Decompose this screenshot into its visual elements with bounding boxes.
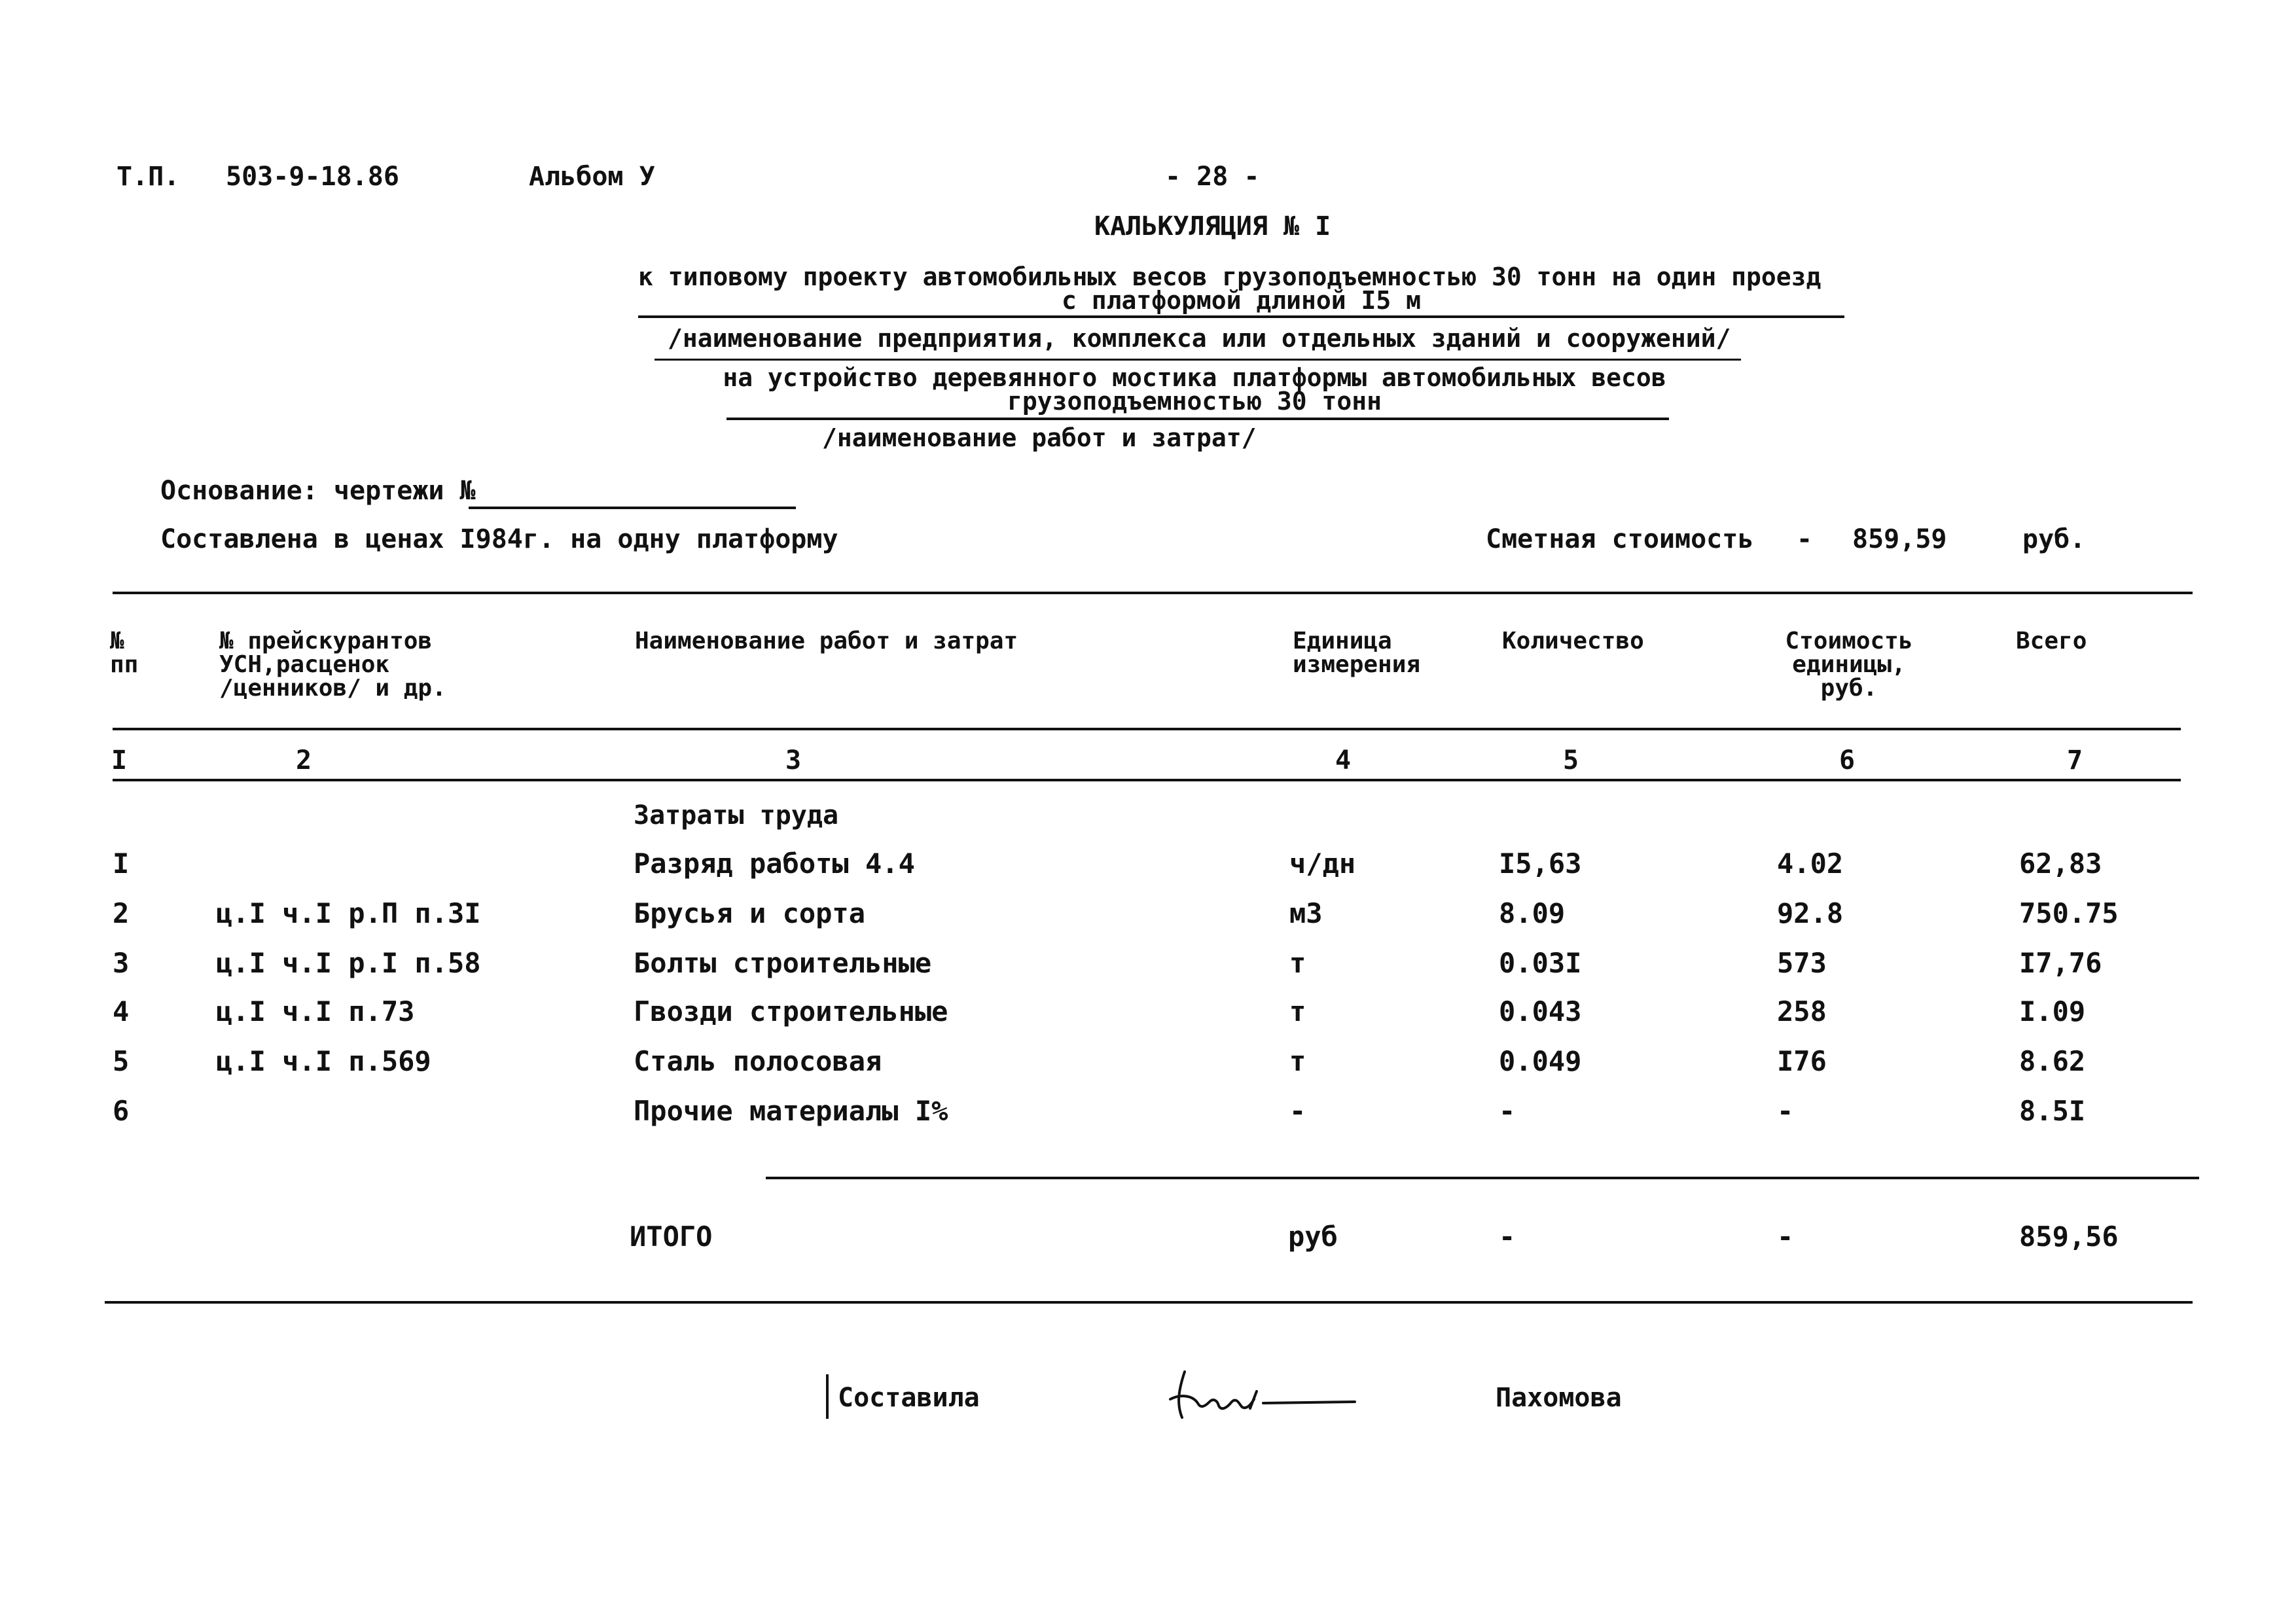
col-header-7: Всего (2016, 628, 2087, 654)
row-unit: ч/дн (1289, 847, 1356, 880)
col-number-3: 3 (785, 745, 802, 776)
col-header-6: Стоимость единицы, руб. (1785, 628, 1913, 702)
col-number-5: 5 (1563, 745, 1579, 776)
row-price: I76 (1777, 1045, 1827, 1077)
project-line-2: с платформой длиной I5 м (1061, 286, 1422, 315)
signature-name: Пахомова (1496, 1383, 1622, 1413)
row-total: 750.75 (2019, 897, 2119, 929)
row-name: Брусья и сорта (634, 897, 866, 929)
table-top-rule (113, 592, 2193, 594)
subtotal-rule (766, 1177, 2199, 1179)
row-index: 6 (113, 1095, 130, 1127)
row-index: 3 (113, 947, 130, 979)
row-name: Прочие материалы I% (634, 1095, 948, 1127)
row-price: 92.8 (1777, 897, 1844, 929)
row-qty: - (1499, 1095, 1516, 1127)
work-line-2: грузоподъемностью 30 тонн (1007, 387, 1382, 416)
work-line-1: на устройство деревянного мостика платформы автомобильных весов (723, 363, 1666, 392)
prices-note: Составлена в ценах I984г. на одну платформу (160, 524, 838, 554)
row-price: 258 (1777, 995, 1827, 1027)
estimate-dash: - (1797, 524, 1813, 554)
row-index: 4 (113, 995, 130, 1027)
col-number-1: I (111, 745, 128, 776)
signature-bar (826, 1374, 829, 1419)
doc-series: Т.П. (117, 162, 180, 192)
total-price: - (1777, 1221, 1794, 1253)
project-caption-rule (655, 359, 1741, 361)
work-underline (726, 418, 1669, 420)
col-header-3: Наименование работ и затрат (635, 628, 1018, 654)
col-number-rule (113, 779, 2181, 781)
doc-code: 503-9-18.86 (226, 162, 399, 192)
estimate-label: Сметная стоимость (1486, 524, 1754, 554)
total-qty: - (1499, 1221, 1516, 1253)
handwritten-signature (1158, 1365, 1368, 1424)
row-index: 5 (113, 1045, 130, 1077)
section-label: Затраты труда (634, 800, 839, 830)
row-index: I (113, 847, 130, 880)
estimate-unit: руб. (2022, 524, 2086, 554)
row-total: 8.5I (2019, 1095, 2086, 1127)
row-qty: 0.043 (1499, 995, 1582, 1027)
row-ref: ц.I ч.I р.П п.3I (216, 897, 481, 929)
row-price: 573 (1777, 947, 1827, 979)
row-total: I.09 (2019, 995, 2086, 1027)
col-number-7: 7 (2067, 745, 2083, 776)
row-name: Сталь полосовая (634, 1045, 882, 1077)
row-name: Разряд работы 4.4 (634, 847, 915, 880)
row-name: Гвозди строительные (634, 995, 948, 1027)
col-header-2: № прейскурантов УСН,расценок /ценников/ и др. (219, 628, 446, 702)
row-price: - (1777, 1095, 1794, 1127)
col-header-1: № пп (110, 628, 139, 678)
project-caption-1: /наименование предприятия, комплекса или отдельных зданий и сооружений/ (668, 324, 1731, 353)
col-number-4: 4 (1335, 745, 1352, 776)
project-line-1: к типовому проекту автомобильных весов грузоподъемностью 30 тонн на один проезд (638, 262, 1821, 291)
document-title: КАЛЬКУЛЯЦИЯ № I (1094, 211, 1331, 241)
total-unit: руб (1288, 1221, 1338, 1253)
row-qty: 8.09 (1499, 897, 1566, 929)
row-unit: м3 (1289, 897, 1323, 929)
row-ref: ц.I ч.I п.73 (216, 995, 415, 1027)
row-qty: 0.03I (1499, 947, 1582, 979)
row-unit: - (1289, 1095, 1306, 1127)
row-total: 62,83 (2019, 847, 2102, 880)
row-qty: 0.049 (1499, 1045, 1582, 1077)
signature-label: Составила (838, 1383, 980, 1413)
col-header-5: Количество (1502, 628, 1644, 654)
row-qty: I5,63 (1499, 847, 1582, 880)
row-total: 8.62 (2019, 1045, 2086, 1077)
row-price: 4.02 (1777, 847, 1844, 880)
col-number-2: 2 (296, 745, 312, 776)
basis-underline (469, 507, 796, 509)
page-number: - 28 - (1165, 162, 1260, 192)
row-unit: т (1289, 995, 1306, 1027)
estimate-value: 859,59 (1852, 524, 1947, 554)
row-unit: т (1289, 947, 1306, 979)
row-ref: ц.I ч.I п.569 (216, 1045, 431, 1077)
row-total: I7,76 (2019, 947, 2102, 979)
work-caption: /наименование работ и затрат/ (822, 423, 1257, 452)
total-value: 859,56 (2019, 1221, 2119, 1253)
table-bottom-rule (105, 1301, 2193, 1304)
total-label: ИТОГО (630, 1221, 713, 1253)
project-underline (638, 315, 1844, 318)
row-ref: ц.I ч.I р.I п.58 (216, 947, 481, 979)
col-header-4: Единица измерения (1293, 628, 1421, 678)
col-number-6: 6 (1839, 745, 1856, 776)
row-name: Болты строительные (634, 947, 932, 979)
album-label: Альбом У (529, 162, 655, 192)
basis-label: Основание: чертежи № (160, 476, 476, 506)
row-unit: т (1289, 1045, 1306, 1077)
row-index: 2 (113, 897, 130, 929)
header-bottom-rule (113, 728, 2181, 730)
